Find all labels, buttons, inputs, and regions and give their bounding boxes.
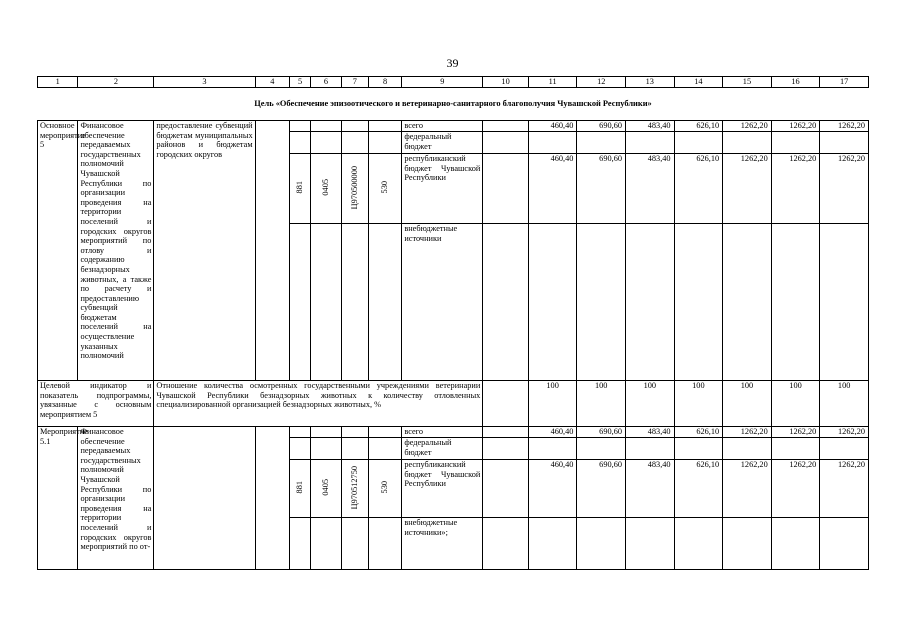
value-cell: [820, 132, 869, 154]
empty-cell: [341, 427, 368, 438]
value-cell: 483,40: [626, 121, 675, 132]
value-cell: [577, 132, 626, 154]
empty-cell: [290, 427, 311, 438]
col-number: 11: [528, 77, 577, 88]
funding-source: всего: [402, 427, 483, 438]
value-cell: 690,60: [577, 154, 626, 224]
indicator-text: Отношение количества осмотренных государственными учреждениями ветеринарии Чувашской Республики безнадзорных животных к количеству отловленных специализированной организацией безнадзорных животных, %: [154, 381, 483, 427]
empty-cell: [311, 438, 341, 460]
empty-cell: [311, 518, 341, 570]
value-cell: 626,10: [674, 460, 723, 518]
measure-name: Финансовое обеспечение передаваемых государственных полномочий Чувашской Республики по организации проведения на территории поселений и городских округов мероприятий по от-: [78, 427, 154, 570]
value-cell: [577, 438, 626, 460]
empty-cell: [290, 224, 311, 381]
indicator-value: 100: [626, 381, 675, 427]
empty-cell: [341, 132, 368, 154]
value-cell: [723, 224, 772, 381]
funding-source: внебюджетные источники»;: [402, 518, 483, 570]
value-cell: [771, 132, 820, 154]
empty-cell: [290, 121, 311, 132]
col-number: 16: [771, 77, 820, 88]
empty-cell: [368, 427, 401, 438]
value-cell: [820, 518, 869, 570]
value-cell: 1262,20: [771, 427, 820, 438]
value-cell: 626,10: [674, 121, 723, 132]
value-cell: 690,60: [577, 121, 626, 132]
value-cell: 1262,20: [771, 121, 820, 132]
value-cell: [820, 438, 869, 460]
empty-cell: [483, 224, 529, 381]
value-cell: [771, 518, 820, 570]
value-cell: [626, 132, 675, 154]
value-cell: 1262,20: [820, 460, 869, 518]
value-cell: 626,10: [674, 154, 723, 224]
vr-code: 530: [368, 460, 401, 518]
value-cell: [674, 438, 723, 460]
status-cell: Мероприятие 5.1: [38, 427, 78, 570]
indicator-value: 100: [577, 381, 626, 427]
program-table: [37, 76, 869, 570]
col-number: 14: [674, 77, 723, 88]
value-cell: [674, 518, 723, 570]
value-cell: [674, 132, 723, 154]
value-cell: 1262,20: [723, 460, 772, 518]
col-number: 17: [820, 77, 869, 88]
indicator-value: 100: [674, 381, 723, 427]
executor-cell: предоставление субвенций бюджетам муниципальных районов и бюджетам городских округов: [154, 121, 255, 381]
empty-cell: [483, 154, 529, 224]
value-cell: 1262,20: [820, 154, 869, 224]
value-cell: [674, 224, 723, 381]
column-number-row: [38, 77, 869, 88]
value-cell: 690,60: [577, 427, 626, 438]
empty-cell: [290, 518, 311, 570]
value-cell: 460,40: [528, 427, 577, 438]
value-cell: [771, 438, 820, 460]
col-number: 15: [723, 77, 772, 88]
col-number: 7: [341, 77, 368, 88]
value-cell: 483,40: [626, 460, 675, 518]
value-cell: [723, 518, 772, 570]
value-cell: [723, 132, 772, 154]
value-cell: 1262,20: [771, 460, 820, 518]
col-number: 3: [154, 77, 255, 88]
measure-name: Финансовое обеспечение передаваемых государственных полномочий Чувашской Республики по организации проведения на территории поселений и городских округов мероприятий по отлову и содержанию безнадзорных животных, а также по расчету и предоставлению субвенций бюджетам поселений на осуществление указанных полномочий: [78, 121, 154, 381]
empty-cell: [255, 427, 289, 570]
col-number: 9: [402, 77, 483, 88]
value-cell: [528, 224, 577, 381]
empty-cell: [368, 518, 401, 570]
rzpr-code: 0405: [311, 460, 341, 518]
value-cell: 1262,20: [723, 154, 772, 224]
funding-source: федеральный бюджет: [402, 438, 483, 460]
value-cell: [528, 438, 577, 460]
value-cell: 1262,20: [820, 121, 869, 132]
empty-cell: [483, 121, 529, 132]
value-cell: 626,10: [674, 427, 723, 438]
goal-title: Цель «Обеспечение эпизоотического и ветеринарно-санитарного благополучия Чувашской Республики»: [38, 88, 869, 121]
empty-cell: [311, 132, 341, 154]
empty-cell: [368, 121, 401, 132]
col-number: 10: [483, 77, 529, 88]
funding-source: федеральный бюджет: [402, 132, 483, 154]
value-cell: 1262,20: [771, 154, 820, 224]
empty-cell: [483, 518, 529, 570]
col-number: 8: [368, 77, 401, 88]
value-cell: [577, 224, 626, 381]
csr-code: Ц970500000: [341, 154, 368, 224]
empty-cell: [341, 518, 368, 570]
value-cell: [626, 224, 675, 381]
empty-cell: [341, 224, 368, 381]
empty-cell: [341, 121, 368, 132]
indicator-value: 100: [820, 381, 869, 427]
value-cell: [528, 518, 577, 570]
value-cell: [626, 518, 675, 570]
empty-cell: [483, 132, 529, 154]
empty-cell: [483, 427, 529, 438]
value-cell: [820, 224, 869, 381]
page-number: 39: [446, 56, 459, 70]
csr-code: Ц970512750: [341, 460, 368, 518]
col-number: 1: [38, 77, 78, 88]
value-cell: [577, 518, 626, 570]
col-number: 4: [255, 77, 289, 88]
funding-source: внебюджетные источники: [402, 224, 483, 381]
indicator-value: 100: [771, 381, 820, 427]
empty-cell: [255, 121, 289, 381]
empty-cell: [483, 381, 529, 427]
empty-cell: [483, 438, 529, 460]
indicator-value: 100: [723, 381, 772, 427]
value-cell: [723, 438, 772, 460]
value-cell: 460,40: [528, 460, 577, 518]
value-cell: 690,60: [577, 460, 626, 518]
value-cell: 1262,20: [723, 427, 772, 438]
col-number: 12: [577, 77, 626, 88]
vr-code: 530: [368, 154, 401, 224]
funding-source: республиканский бюджет Чувашской Республики: [402, 460, 483, 518]
empty-cell: [368, 132, 401, 154]
empty-cell: [311, 427, 341, 438]
value-cell: 1262,20: [723, 121, 772, 132]
value-cell: [626, 438, 675, 460]
value-cell: 483,40: [626, 154, 675, 224]
empty-cell: [368, 224, 401, 381]
value-cell: 483,40: [626, 427, 675, 438]
empty-cell: [290, 438, 311, 460]
funding-source: всего: [402, 121, 483, 132]
value-cell: 460,40: [528, 121, 577, 132]
grbs-code: 881: [290, 460, 311, 518]
indicator-label: Целевой индикатор и показатель подпрограммы, увязанные с основным мероприятием 5: [38, 381, 154, 427]
value-cell: 1262,20: [820, 427, 869, 438]
empty-cell: [154, 427, 255, 570]
indicator-value: 100: [528, 381, 577, 427]
rzpr-code: 0405: [311, 154, 341, 224]
empty-cell: [311, 224, 341, 381]
col-number: 6: [311, 77, 341, 88]
grbs-code: 881: [290, 154, 311, 224]
empty-cell: [368, 438, 401, 460]
empty-cell: [290, 132, 311, 154]
col-number: 2: [78, 77, 154, 88]
value-cell: [771, 224, 820, 381]
col-number: 13: [626, 77, 675, 88]
col-number: 5: [290, 77, 311, 88]
empty-cell: [483, 460, 529, 518]
empty-cell: [311, 121, 341, 132]
value-cell: 460,40: [528, 154, 577, 224]
funding-source: республиканский бюджет Чувашской Республики: [402, 154, 483, 224]
empty-cell: [341, 438, 368, 460]
status-cell: Основное мероприятие 5: [38, 121, 78, 381]
value-cell: [528, 132, 577, 154]
